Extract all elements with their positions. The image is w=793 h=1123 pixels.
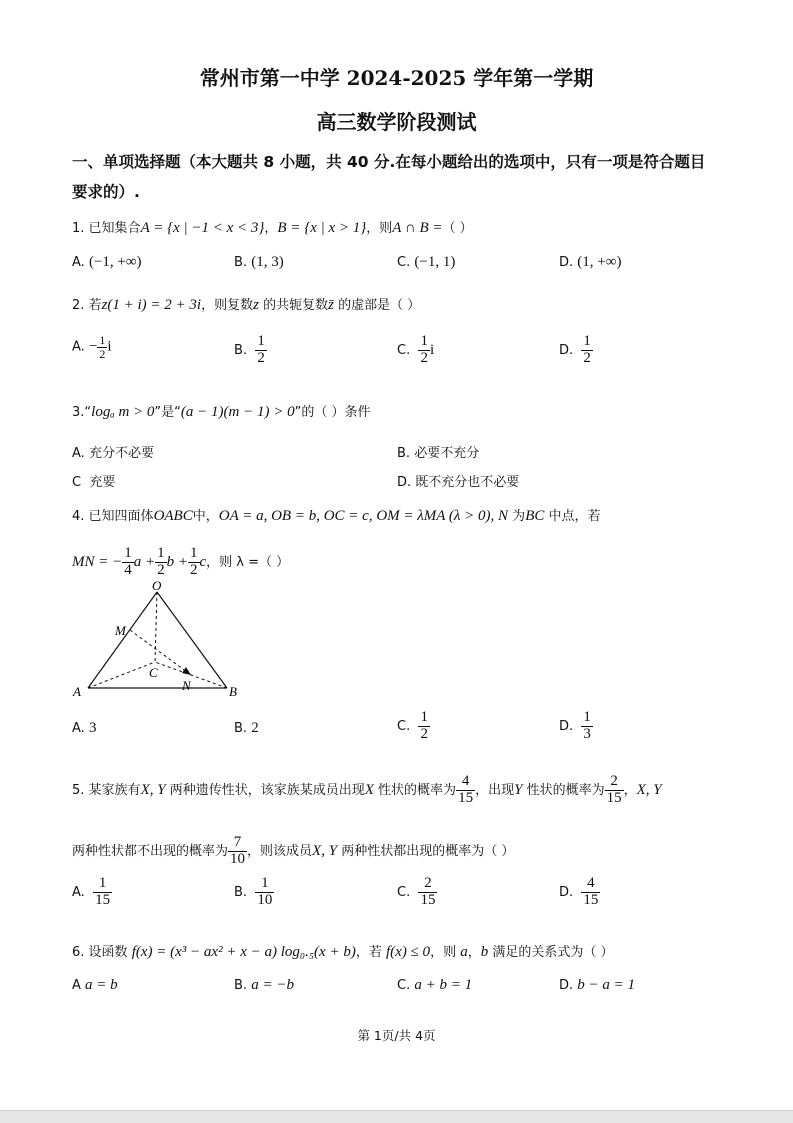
q6-pre: 设函数 xyxy=(88,945,128,960)
q1-comma: ， xyxy=(264,221,278,236)
q2-number: 2. xyxy=(72,298,85,313)
label-n: N xyxy=(182,678,191,693)
q2-option-a[interactable]: A. − $\frac{1}{2}$ i xyxy=(72,333,112,361)
question-5: 5. 某家族有X, Y 两种遗传性状，该家族某成员出现X 性状的概率为 $\frac{4}{15}$ ，出现Y 性状的概率为 $\frac{2}{15}$ ，X, Y xyxy=(72,773,662,806)
q4-vectors: OA = a, OB = b, OC = c, OM = λMA (λ > 0), N xyxy=(218,508,509,524)
q4-line2: MN = − $\frac{1}{4}$ a + $\frac{1}{2}$ b + $\frac{1}{2}$ c，则 λ =（ ） xyxy=(72,545,290,578)
q1-option-c[interactable]: C. (−1, 1) xyxy=(397,254,456,270)
label-c: C xyxy=(149,665,158,680)
q4-vec-c: c xyxy=(199,553,207,570)
q4-tail: ，则 λ =（ ） xyxy=(206,554,290,570)
q4-option-a[interactable]: A. 3 xyxy=(72,720,97,736)
q5-line2-post: 两种性状都出现的概率为（ ） xyxy=(341,843,515,859)
exam-title: 常州市第一中学 2024-2025 学年第一学期 xyxy=(199,66,594,90)
question-1 xyxy=(72,217,473,237)
section-heading-line1: 一、单项选择题（本大题共 8 小题，共 40 分.在每小题给出的选项中，只有一项是符合题目 xyxy=(72,153,706,171)
q2-pre: 若 xyxy=(88,298,102,313)
q2-option-d[interactable]: D. $\frac{1}{2}$ xyxy=(559,333,591,366)
exam-subtitle: 高三数学阶段测试 xyxy=(316,110,477,134)
q1-option-b[interactable]: B. (1, 3) xyxy=(234,254,284,270)
q3-option-a[interactable]: A. 充分不必要 xyxy=(72,446,154,461)
q5-line2-pre: 两种性状都不出现的概率为 xyxy=(72,843,229,859)
q6-func: f(x) = (x³ − ax² + x − a) log₀.₅(x + b) xyxy=(131,944,356,960)
q3-option-b[interactable]: B. 必要不充分 xyxy=(397,446,480,461)
section-heading-line2: 要求的）. xyxy=(72,183,140,201)
q1-post: ，则 xyxy=(366,221,393,236)
q6-a: a xyxy=(460,944,468,960)
label-m: M xyxy=(115,623,126,638)
q6-option-b[interactable]: B. a = −b xyxy=(234,977,294,993)
q2-z: z xyxy=(253,297,259,313)
q5-y: Y xyxy=(514,781,523,798)
question-3 xyxy=(72,401,370,421)
q6-option-a[interactable]: A a = b xyxy=(72,977,118,993)
label-b: B xyxy=(229,684,237,699)
q5-xy3: X, Y xyxy=(312,842,338,859)
q6-cond: f(x) ≤ 0 xyxy=(386,944,431,960)
q5-option-a[interactable]: A. $\frac{1}{15}$ xyxy=(72,875,111,908)
q3-number: 3. xyxy=(72,405,85,420)
q4-option-b[interactable]: B. 2 xyxy=(234,720,259,736)
q4-number: 4. xyxy=(72,509,85,524)
q4-solid: OABC xyxy=(153,508,193,524)
q6-b: b xyxy=(480,944,489,960)
q3-option-d[interactable]: D. 既不充分也不必要 xyxy=(397,475,520,490)
q5-xy: X, Y xyxy=(140,781,166,798)
q4-post: 为 xyxy=(512,509,526,524)
q6-post: 满足的关系式为（ ） xyxy=(492,945,614,960)
q1-number: 1. xyxy=(72,221,85,236)
q3-expr2: (a − 1)(m − 1) > 0 xyxy=(180,404,295,420)
q5-mid3: ，出现 xyxy=(475,782,515,798)
q1-set-a: A = {x | −1 < x < 3} xyxy=(140,220,265,236)
q1-option-d[interactable]: D. (1, +∞) xyxy=(559,254,622,270)
q2-post: 的虚部是（ ） xyxy=(338,298,421,313)
q4-vec-a: a + xyxy=(133,553,156,570)
q6-option-c[interactable]: C. a + b = 1 xyxy=(397,977,473,993)
q6-comma: ， xyxy=(467,945,481,960)
tetrahedron-figure xyxy=(70,578,250,700)
q1-set-b: B = {x | x > 1} xyxy=(277,220,367,236)
q2-mid2: 的共轭复数 xyxy=(263,298,329,313)
q3-expr1: logₐ m > 0 xyxy=(91,404,155,420)
q2-mid: ，则复数 xyxy=(201,298,254,313)
q2-option-b[interactable]: B. $\frac{1}{2}$ xyxy=(234,333,265,366)
q3-mid: ”是“ xyxy=(154,405,181,420)
q1-option-a[interactable]: A. (−1, +∞) xyxy=(72,254,142,270)
question-6 xyxy=(72,941,614,961)
q5-option-c[interactable]: C. $\frac{2}{15}$ xyxy=(397,875,436,908)
q6-mid: ，若 xyxy=(355,945,382,960)
q5-pre: 某家族有 xyxy=(88,782,141,798)
q5-xy2: X, Y xyxy=(636,781,662,798)
q6-option-d[interactable]: D. b − a = 1 xyxy=(559,977,636,993)
q5-option-d[interactable]: D. $\frac{4}{15}$ xyxy=(559,875,599,908)
label-o: O xyxy=(152,578,162,593)
q5-mid2: 性状的概率为 xyxy=(378,782,457,798)
q3-post: ”的（ ）条件 xyxy=(294,405,371,420)
bottom-scroll-bar[interactable] xyxy=(0,1110,793,1123)
q2-zbar: z̄ xyxy=(328,297,334,313)
q2-expr: z(1 + i) = 2 + 3i xyxy=(101,297,202,313)
q4-vec-b: b + xyxy=(166,553,188,570)
q5-line2-mid: ，则该成员 xyxy=(247,843,313,859)
q1-pre: 已知集合 xyxy=(88,221,141,236)
q5-mid5: ， xyxy=(623,782,637,798)
q4-mn-lhs: MN = − xyxy=(72,553,123,570)
q3-option-c[interactable]: C 充要 xyxy=(72,475,116,490)
question-2 xyxy=(72,294,420,314)
q5-mid1: 两种遗传性状，该家族某成员出现 xyxy=(169,782,365,798)
q1-expr: A ∩ B = xyxy=(392,220,443,236)
q6-number: 6. xyxy=(72,945,85,960)
q4-post2: 中点，若 xyxy=(548,509,601,524)
q5-number: 5. xyxy=(72,782,85,798)
q5-option-b[interactable]: B. $\frac{1}{10}$ xyxy=(234,875,273,908)
question-4 xyxy=(72,505,601,525)
label-a: A xyxy=(73,684,81,699)
q1-bracket: （ ） xyxy=(442,221,473,236)
q5-mid4: 性状的概率为 xyxy=(526,782,605,798)
q5-line2: 两种性状都不出现的概率为 $\frac{7}{10}$ ，则该成员X, Y 两种性状都出现的概率为（ ） xyxy=(72,834,515,867)
page-number: 第 1页/共 4页 xyxy=(357,1028,436,1043)
q4-bc: BC xyxy=(525,508,545,524)
q5-x: X xyxy=(364,781,374,798)
q4-mid: 中， xyxy=(192,509,219,524)
q2-option-c[interactable]: C. $\frac{1}{2}$ i xyxy=(397,333,435,366)
q4-option-d[interactable]: D. $\frac{1}{3}$ xyxy=(559,709,591,742)
q3-open: “ xyxy=(84,405,92,420)
q6-mid2: ，则 xyxy=(430,945,457,960)
q4-option-c[interactable]: C. $\frac{1}{2}$ xyxy=(397,709,428,742)
q4-pre: 已知四面体 xyxy=(88,509,154,524)
